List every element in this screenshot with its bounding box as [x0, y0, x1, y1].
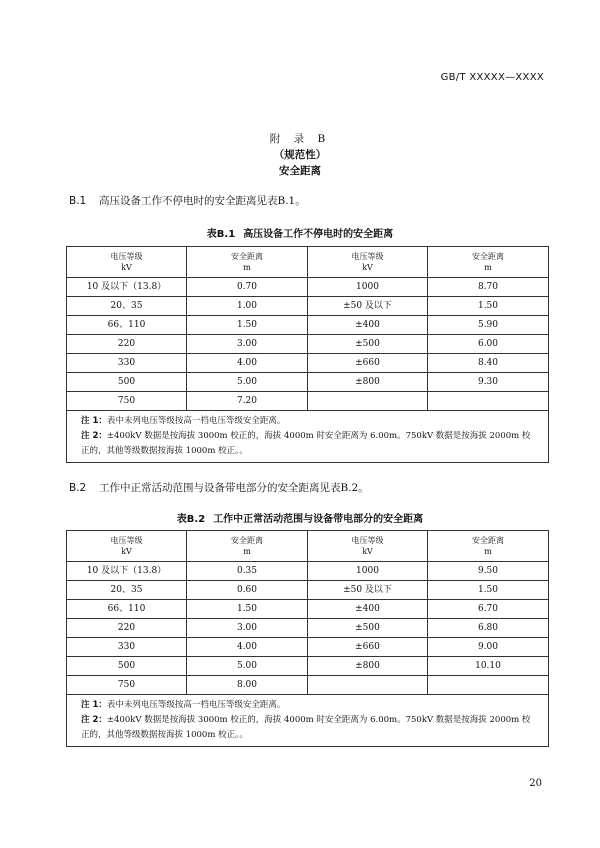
table-cell: 5.00 [187, 657, 308, 676]
table-cell: 20、35 [67, 297, 187, 316]
header-cell: 电压等级 kV [67, 247, 187, 278]
clause-number: B.2 [69, 482, 87, 494]
table-cell: 7.20 [187, 392, 308, 411]
table-cell: 1.50 [187, 316, 308, 335]
table-row [67, 676, 549, 695]
table-cell: 6.00 [428, 335, 549, 354]
table-cell: 20、35 [67, 581, 187, 600]
table-cell: ±800 [308, 657, 428, 676]
table-caption-title: 高压设备工作不停电时的安全距离 [243, 229, 394, 240]
table-cell: 9.00 [428, 638, 549, 657]
table-row [67, 562, 549, 581]
table-cell: ±50 及以下 [308, 297, 428, 316]
table-cell: 1.50 [428, 297, 549, 316]
clause-text: 高压设备工作不停电时的安全距离见表B.1。 [99, 195, 306, 207]
table-cell: 66、110 [67, 316, 187, 335]
clause-b1 [69, 193, 306, 208]
table-cell [308, 392, 428, 411]
table-row [67, 316, 549, 335]
table-cell: 1.50 [187, 600, 308, 619]
table-cell: 3.00 [187, 335, 308, 354]
table-note-2: 注 2：±400kV 数据是按海拔 3000m 校正的，海拔 4000m 时安全距离为 6.00m。750kV 数据是按海拔 2000m 校正的，其他等级数据按海拔 1000m 校正。。 [81, 431, 531, 456]
table-cell: 10 及以下（13.8） [67, 278, 187, 297]
table-cell: ±660 [308, 638, 428, 657]
table-cell: ±400 [308, 316, 428, 335]
header-cell: 安全距离 m [187, 247, 308, 278]
table-header-row [67, 531, 549, 562]
table-cell: 6.80 [428, 619, 549, 638]
table-cell: 4.00 [187, 354, 308, 373]
table-b2 [66, 530, 549, 747]
annex-type: （规范性） [273, 149, 327, 161]
table-cell [428, 392, 549, 411]
table-cell: 750 [67, 676, 187, 695]
table-cell: 8.00 [187, 676, 308, 695]
table-cell: 8.40 [428, 354, 549, 373]
table-cell: 1000 [308, 278, 428, 297]
table-row [67, 600, 549, 619]
header-cell: 电压等级 kV [308, 247, 428, 278]
annex-name: 安全距离 [279, 165, 321, 177]
table-cell: 3.00 [187, 619, 308, 638]
table-cell: ±500 [308, 335, 428, 354]
table-cell: 0.70 [187, 278, 308, 297]
table-cell: ±400 [308, 600, 428, 619]
table-cell [308, 676, 428, 695]
table-caption-number: 表B.2 [176, 514, 206, 525]
table-cell: ±500 [308, 619, 428, 638]
table-cell: 8.70 [428, 278, 549, 297]
table-cell: 5.00 [187, 373, 308, 392]
clause-b2 [69, 480, 369, 495]
table-cell: 10.10 [428, 657, 549, 676]
table-cell: ±800 [308, 373, 428, 392]
table-cell [428, 676, 549, 695]
table-row [67, 638, 549, 657]
table-note-2: 注 2：±400kV 数据是按海拔 3000m 校正的，海拔 4000m 时安全距离为 6.00m。750kV 数据是按海拔 2000m 校正的，其他等级数据按海拔 1000m 校正。。 [81, 715, 531, 740]
table-row [67, 581, 549, 600]
table-notes-cell [67, 695, 549, 747]
table-cell: 9.50 [428, 562, 549, 581]
table-row [67, 392, 549, 411]
table-note-1: 注 1：表中未列电压等级按高一档电压等级安全距离。 [81, 416, 286, 426]
table-row [67, 335, 549, 354]
table-row [67, 354, 549, 373]
table-note-1: 注 1：表中未列电压等级按高一档电压等级安全距离。 [81, 700, 286, 710]
table-cell: 1000 [308, 562, 428, 581]
table-notes [67, 411, 549, 463]
table-cell: 9.30 [428, 373, 549, 392]
table-header-row [67, 247, 549, 278]
table-b2-caption [0, 510, 600, 525]
table-row [67, 373, 549, 392]
table-row [67, 278, 549, 297]
header-cell: 安全距离 m [428, 531, 549, 562]
page-number: 20 [529, 778, 542, 789]
header-cell: 安全距离 m [187, 531, 308, 562]
standard-code: GB/T XXXXX—XXXX [440, 72, 544, 83]
header-cell: 电压等级 kV [308, 531, 428, 562]
table-notes [67, 695, 549, 747]
table-cell: 1.50 [428, 581, 549, 600]
table-cell: 5.90 [428, 316, 549, 335]
table-cell: 220 [67, 335, 187, 354]
table-cell: 220 [67, 619, 187, 638]
table-b1 [66, 246, 549, 463]
table-row [67, 619, 549, 638]
table-caption-title: 工作中正常活动范围与设备带电部分的安全距离 [213, 514, 424, 525]
table-b1-caption [0, 225, 600, 240]
clause-number: B.1 [69, 195, 87, 207]
table-cell: 0.60 [187, 581, 308, 600]
table-cell: 10 及以下（13.8） [67, 562, 187, 581]
table-cell: ±50 及以下 [308, 581, 428, 600]
table-cell: 500 [67, 373, 187, 392]
table-caption-number: 表B.1 [206, 229, 236, 240]
table-cell: 330 [67, 638, 187, 657]
table-cell: 750 [67, 392, 187, 411]
table-cell: 1.00 [187, 297, 308, 316]
header-cell: 安全距离 m [428, 247, 549, 278]
table-cell: 6.70 [428, 600, 549, 619]
clause-text: 工作中正常活动范围与设备带电部分的安全距离见表B.2。 [99, 482, 369, 494]
table-cell: 330 [67, 354, 187, 373]
table-row [67, 657, 549, 676]
header-cell: 电压等级 kV [67, 531, 187, 562]
table-cell: 0.35 [187, 562, 308, 581]
table-row [67, 297, 549, 316]
table-cell: ±660 [308, 354, 428, 373]
annex-title: 附 录 B [269, 133, 331, 145]
table-cell: 4.00 [187, 638, 308, 657]
table-cell: 66、110 [67, 600, 187, 619]
table-notes-cell [67, 411, 549, 463]
table-cell: 500 [67, 657, 187, 676]
